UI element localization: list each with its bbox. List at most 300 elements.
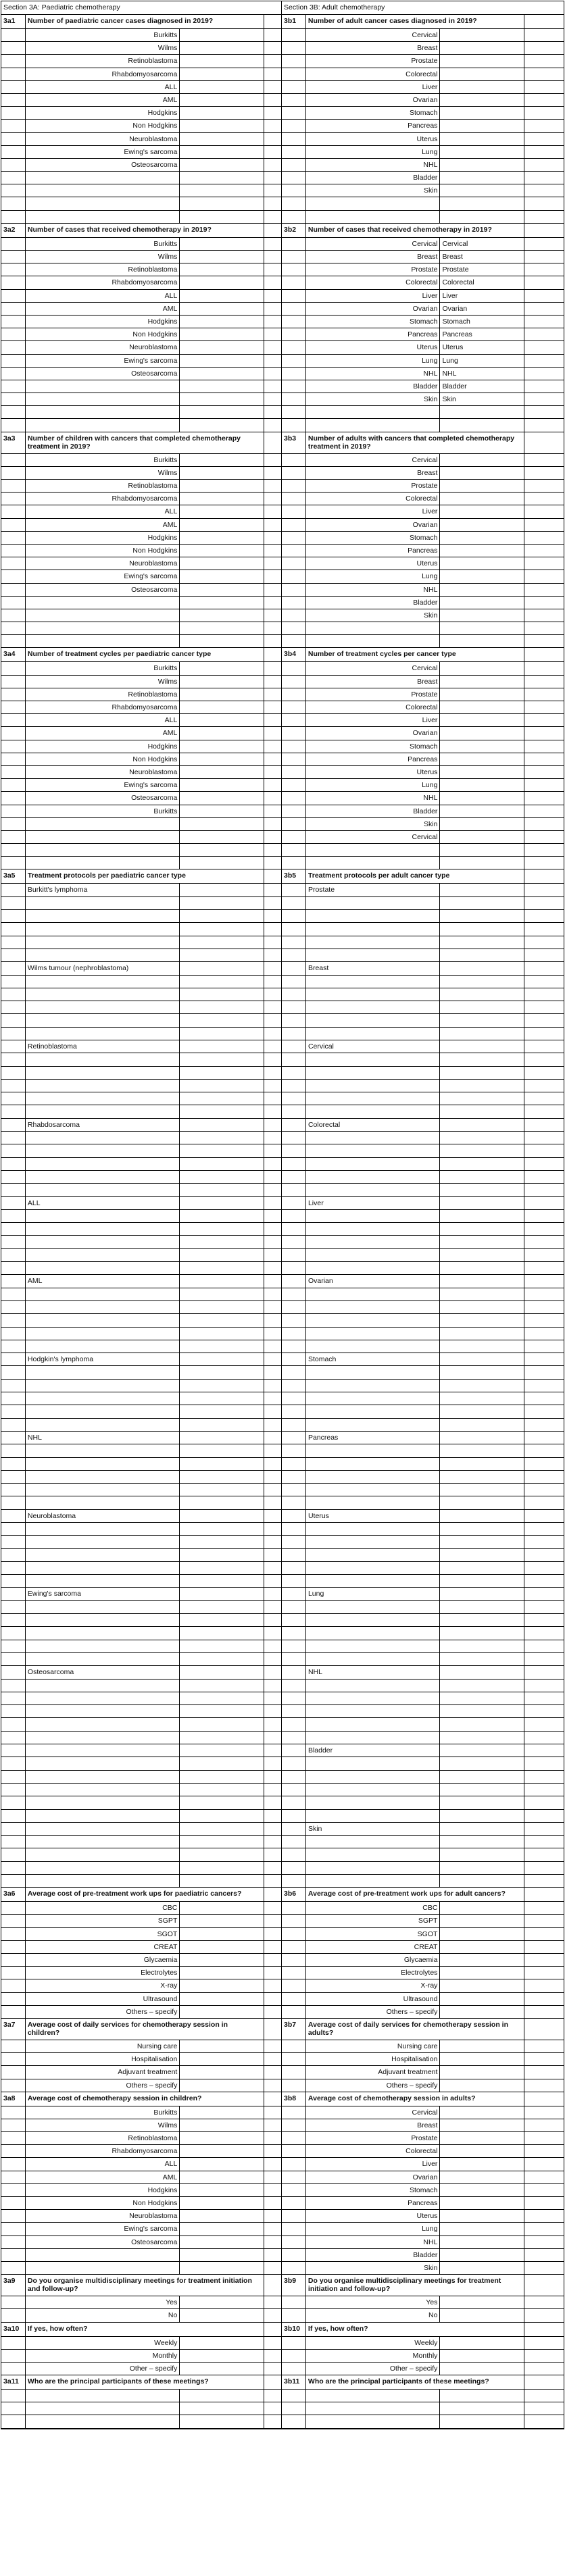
answer-cell[interactable] [180,2236,264,2248]
answer-cell[interactable]: Cervical [440,238,524,250]
answer-cell[interactable] [440,1223,524,1235]
answer-cell[interactable] [440,1262,524,1274]
answer-cell[interactable] [180,2415,264,2427]
answer-cell[interactable] [180,1014,264,1026]
answer-cell[interactable]: Lung [440,355,524,367]
answer-cell[interactable] [440,2106,524,2119]
blank-cell[interactable] [264,1941,282,1953]
answer-cell[interactable] [180,303,264,315]
blank-cell[interactable] [524,197,564,209]
answer-cell[interactable] [440,1236,524,1248]
answer-cell[interactable] [180,1614,264,1626]
blank-cell[interactable] [524,1875,564,1887]
blank-cell[interactable] [264,701,282,713]
answer-cell[interactable]: Liver [440,290,524,302]
blank-cell[interactable] [524,857,564,869]
answer-cell[interactable] [180,857,264,869]
answer-cell[interactable] [440,2402,524,2415]
blank-cell[interactable] [264,557,282,570]
answer-cell[interactable] [440,545,524,557]
answer-cell[interactable] [440,1680,524,1692]
blank-cell[interactable] [264,505,282,517]
answer-cell[interactable] [440,1484,524,1496]
blank-cell[interactable] [524,1862,564,1874]
answer-cell[interactable] [180,2402,264,2415]
answer-cell[interactable] [440,1080,524,1092]
blank-cell[interactable] [264,1848,282,1861]
answer-cell[interactable] [440,1941,524,1953]
blank-cell[interactable] [264,519,282,531]
blank-cell[interactable] [264,1301,282,1313]
answer-cell[interactable] [180,290,264,302]
blank-cell[interactable] [524,480,564,492]
answer-cell[interactable] [180,68,264,80]
blank-cell[interactable] [264,2171,282,2183]
blank-cell[interactable] [524,714,564,726]
answer-cell[interactable] [440,1928,524,1940]
blank-cell[interactable] [524,1614,564,1626]
answer-cell[interactable] [440,1848,524,1861]
blank-cell[interactable] [524,766,564,778]
blank-cell[interactable] [264,2210,282,2222]
blank-cell[interactable] [264,1888,282,1901]
answer-cell[interactable] [180,1471,264,1483]
blank-cell[interactable] [524,2350,564,2362]
blank-cell[interactable] [264,1275,282,1287]
answer-cell[interactable] [180,2337,264,2349]
blank-cell[interactable] [524,107,564,119]
answer-cell[interactable] [440,1836,524,1848]
blank-cell[interactable] [264,1014,282,1026]
answer-cell[interactable] [180,107,264,119]
answer-cell[interactable] [180,609,264,622]
blank-cell[interactable] [524,1993,564,2005]
blank-cell[interactable] [524,120,564,132]
blank-cell[interactable] [524,805,564,817]
answer-cell[interactable] [440,897,524,909]
answer-cell[interactable] [440,597,524,609]
answer-cell[interactable] [180,1744,264,1757]
blank-cell[interactable] [524,648,564,661]
blank-cell[interactable] [264,2053,282,2065]
answer-cell[interactable] [440,406,524,418]
blank-cell[interactable] [264,1627,282,1639]
blank-cell[interactable] [524,2171,564,2183]
blank-cell[interactable] [264,2197,282,2209]
blank-cell[interactable] [264,727,282,739]
blank-cell[interactable] [524,622,564,634]
blank-cell[interactable] [524,597,564,609]
answer-cell[interactable] [440,557,524,570]
answer-cell[interactable] [180,1132,264,1144]
blank-cell[interactable] [524,2119,564,2131]
blank-cell[interactable] [524,2210,564,2222]
blank-cell[interactable] [524,1040,564,1053]
answer-cell[interactable] [440,1771,524,1783]
answer-cell[interactable] [440,1119,524,1131]
blank-cell[interactable] [524,1915,564,1927]
answer-cell[interactable] [180,676,264,688]
blank-cell[interactable] [264,635,282,647]
answer-cell[interactable] [180,211,264,223]
answer-cell[interactable] [180,1967,264,1979]
blank-cell[interactable] [264,714,282,726]
blank-cell[interactable] [264,1236,282,1248]
blank-cell[interactable] [524,146,564,158]
blank-cell[interactable] [264,740,282,753]
blank-cell[interactable] [524,1536,564,1548]
answer-cell[interactable] [180,480,264,492]
answer-cell[interactable] [440,1796,524,1809]
answer-cell[interactable] [440,1902,524,1914]
blank-cell[interactable] [524,727,564,739]
answer-cell[interactable] [440,753,524,765]
answer-cell[interactable] [440,1784,524,1796]
blank-cell[interactable] [264,1105,282,1117]
blank-cell[interactable] [264,1080,282,1092]
blank-cell[interactable] [524,290,564,302]
answer-cell[interactable] [180,55,264,67]
blank-cell[interactable] [524,557,564,570]
answer-cell[interactable] [180,2350,264,2362]
answer-cell[interactable] [440,584,524,596]
answer-cell[interactable] [180,831,264,843]
blank-cell[interactable] [264,68,282,80]
blank-cell[interactable] [524,1627,564,1639]
answer-cell[interactable] [440,1353,524,1365]
answer-cell[interactable] [180,792,264,804]
answer-cell[interactable] [440,936,524,949]
answer-cell[interactable] [180,393,264,405]
answer-cell[interactable]: Breast [440,251,524,263]
blank-cell[interactable] [264,276,282,288]
blank-cell[interactable] [524,224,564,237]
answer-cell[interactable] [440,1014,524,1026]
answer-cell[interactable] [440,81,524,93]
answer-cell[interactable] [180,1653,264,1665]
blank-cell[interactable] [264,1340,282,1353]
answer-cell[interactable] [440,635,524,647]
answer-cell[interactable] [180,779,264,791]
answer-cell[interactable] [180,1301,264,1313]
answer-cell[interactable] [180,844,264,856]
answer-cell[interactable] [180,1171,264,1183]
blank-cell[interactable] [524,1288,564,1300]
blank-cell[interactable] [524,406,564,418]
blank-cell[interactable] [524,1653,564,1665]
answer-cell[interactable] [440,962,524,974]
answer-cell[interactable] [180,251,264,263]
blank-cell[interactable] [264,1810,282,1822]
blank-cell[interactable] [524,368,564,380]
blank-cell[interactable] [524,1014,564,1026]
blank-cell[interactable] [524,2145,564,2157]
answer-cell[interactable] [180,1432,264,1444]
answer-cell[interactable] [180,1314,264,1326]
answer-cell[interactable] [180,2184,264,2196]
blank-cell[interactable] [264,2106,282,2119]
answer-cell[interactable] [180,355,264,367]
answer-cell[interactable] [440,1132,524,1144]
blank-cell[interactable] [524,1392,564,1405]
answer-cell[interactable] [180,159,264,171]
blank-cell[interactable] [264,1562,282,1574]
blank-cell[interactable] [524,753,564,765]
blank-cell[interactable] [264,2390,282,2402]
answer-cell[interactable] [440,1144,524,1157]
answer-cell[interactable] [180,1366,264,1378]
answer-cell[interactable] [440,1757,524,1769]
blank-cell[interactable] [264,1249,282,1261]
blank-cell[interactable] [524,2275,564,2296]
blank-cell[interactable] [264,1588,282,1600]
blank-cell[interactable] [524,2363,564,2375]
blank-cell[interactable] [264,238,282,250]
blank-cell[interactable] [264,857,282,869]
blank-cell[interactable] [524,910,564,922]
answer-cell[interactable] [180,1993,264,2005]
blank-cell[interactable] [264,1444,282,1457]
answer-cell[interactable] [180,688,264,701]
blank-cell[interactable] [264,1836,282,1848]
blank-cell[interactable] [524,988,564,1001]
blank-cell[interactable] [264,1692,282,1704]
blank-cell[interactable] [524,1092,564,1105]
answer-cell[interactable] [180,1105,264,1117]
answer-cell[interactable] [180,368,264,380]
answer-cell[interactable] [440,1105,524,1117]
blank-cell[interactable] [524,1236,564,1248]
answer-cell[interactable] [440,1915,524,1927]
blank-cell[interactable] [264,2350,282,2362]
blank-cell[interactable] [264,884,282,896]
answer-cell[interactable] [440,133,524,145]
blank-cell[interactable] [524,1080,564,1092]
blank-cell[interactable] [264,81,282,93]
blank-cell[interactable] [264,1915,282,1927]
answer-cell[interactable] [180,94,264,106]
answer-cell[interactable] [440,2363,524,2375]
answer-cell[interactable] [440,211,524,223]
blank-cell[interactable] [264,290,282,302]
answer-cell[interactable] [440,2210,524,2222]
answer-cell[interactable] [440,844,524,856]
blank-cell[interactable] [264,211,282,223]
answer-cell[interactable] [180,184,264,197]
answer-cell[interactable] [440,2337,524,2349]
blank-cell[interactable] [264,42,282,54]
blank-cell[interactable] [264,1067,282,1079]
blank-cell[interactable] [524,2262,564,2274]
answer-cell[interactable] [180,1067,264,1079]
blank-cell[interactable] [264,1392,282,1405]
blank-cell[interactable] [524,2066,564,2078]
blank-cell[interactable] [264,532,282,544]
answer-cell[interactable] [180,923,264,935]
blank-cell[interactable] [264,184,282,197]
answer-cell[interactable] [440,2079,524,2092]
answer-cell[interactable] [440,701,524,713]
blank-cell[interactable] [264,1954,282,1966]
blank-cell[interactable] [524,1601,564,1613]
answer-cell[interactable] [180,29,264,41]
blank-cell[interactable] [264,2375,282,2389]
blank-cell[interactable] [264,976,282,988]
blank-cell[interactable] [524,2053,564,2065]
answer-cell[interactable] [180,1848,264,1861]
answer-cell[interactable] [440,976,524,988]
blank-cell[interactable] [264,805,282,817]
answer-cell[interactable] [440,1028,524,1040]
answer-cell[interactable] [180,2132,264,2144]
answer-cell[interactable] [440,519,524,531]
answer-cell[interactable] [180,1249,264,1261]
answer-cell[interactable] [440,1092,524,1105]
answer-cell[interactable] [180,532,264,544]
answer-cell[interactable] [440,68,524,80]
answer-cell[interactable] [440,42,524,54]
blank-cell[interactable] [524,1001,564,1013]
answer-cell[interactable] [180,1053,264,1065]
blank-cell[interactable] [524,1067,564,1079]
blank-cell[interactable] [524,2337,564,2349]
blank-cell[interactable] [524,1902,564,1914]
answer-cell[interactable] [180,1444,264,1457]
blank-cell[interactable] [264,622,282,634]
answer-cell[interactable] [440,2066,524,2078]
blank-cell[interactable] [264,1705,282,1717]
blank-cell[interactable] [264,2296,282,2308]
blank-cell[interactable] [264,107,282,119]
answer-cell[interactable]: Stomach [440,315,524,328]
blank-cell[interactable] [524,1757,564,1769]
blank-cell[interactable] [264,1366,282,1378]
blank-cell[interactable] [524,2223,564,2235]
answer-cell[interactable] [440,766,524,778]
answer-cell[interactable] [440,480,524,492]
blank-cell[interactable] [264,897,282,909]
answer-cell[interactable] [180,740,264,753]
blank-cell[interactable] [524,1575,564,1587]
answer-cell[interactable] [180,1575,264,1587]
answer-cell[interactable] [180,714,264,726]
answer-cell[interactable] [180,380,264,393]
blank-cell[interactable] [524,15,564,28]
blank-cell[interactable] [524,1171,564,1183]
answer-cell[interactable] [440,1249,524,1261]
answer-cell[interactable] [180,597,264,609]
answer-cell[interactable] [440,1523,524,1535]
blank-cell[interactable] [524,184,564,197]
blank-cell[interactable] [524,263,564,276]
answer-cell[interactable] [180,1627,264,1639]
blank-cell[interactable] [524,1432,564,1444]
blank-cell[interactable] [524,1810,564,1822]
blank-cell[interactable] [524,1562,564,1574]
answer-cell[interactable] [440,1380,524,1392]
blank-cell[interactable] [264,15,282,28]
answer-cell[interactable] [440,2262,524,2274]
answer-cell[interactable] [180,1458,264,1470]
answer-cell[interactable] [440,1197,524,1209]
blank-cell[interactable] [264,2309,282,2321]
blank-cell[interactable] [524,380,564,393]
answer-cell[interactable] [440,2145,524,2157]
blank-cell[interactable] [264,263,282,276]
blank-cell[interactable] [264,792,282,804]
blank-cell[interactable] [264,1040,282,1053]
answer-cell[interactable] [440,172,524,184]
blank-cell[interactable] [264,1432,282,1444]
answer-cell[interactable] [180,1236,264,1248]
blank-cell[interactable] [264,380,282,393]
answer-cell[interactable] [440,1614,524,1626]
answer-cell[interactable] [440,419,524,431]
blank-cell[interactable] [264,753,282,765]
blank-cell[interactable] [264,1680,282,1692]
blank-cell[interactable] [524,1928,564,1940]
answer-cell[interactable] [180,1197,264,1209]
blank-cell[interactable] [524,662,564,674]
answer-cell[interactable] [440,1158,524,1170]
answer-cell[interactable] [180,1875,264,1887]
blank-cell[interactable] [264,1053,282,1065]
blank-cell[interactable] [264,869,282,883]
blank-cell[interactable] [524,976,564,988]
blank-cell[interactable] [264,1862,282,1874]
blank-cell[interactable] [524,1705,564,1717]
answer-cell[interactable] [180,1328,264,1340]
blank-cell[interactable] [524,635,564,647]
blank-cell[interactable] [524,419,564,431]
answer-cell[interactable] [440,2309,524,2321]
answer-cell[interactable] [180,172,264,184]
blank-cell[interactable] [264,454,282,466]
blank-cell[interactable] [264,120,282,132]
answer-cell[interactable] [440,1275,524,1287]
blank-cell[interactable] [264,197,282,209]
answer-cell[interactable] [440,1496,524,1509]
answer-cell[interactable] [180,1510,264,1522]
answer-cell[interactable] [440,2197,524,2209]
blank-cell[interactable] [264,1666,282,1678]
blank-cell[interactable] [264,818,282,830]
answer-cell[interactable] [440,1536,524,1548]
answer-cell[interactable] [180,2223,264,2235]
blank-cell[interactable] [524,1796,564,1809]
answer-cell[interactable] [440,2158,524,2170]
blank-cell[interactable] [264,1718,282,1730]
blank-cell[interactable] [524,2079,564,2092]
answer-cell[interactable] [180,406,264,418]
answer-cell[interactable] [440,1562,524,1574]
answer-cell[interactable] [180,1810,264,1822]
answer-cell[interactable] [180,1184,264,1196]
blank-cell[interactable] [264,923,282,935]
answer-cell[interactable] [180,146,264,158]
answer-cell[interactable] [440,1405,524,1417]
answer-cell[interactable] [180,315,264,328]
blank-cell[interactable] [524,1158,564,1170]
answer-cell[interactable] [180,1340,264,1353]
blank-cell[interactable] [264,844,282,856]
answer-cell[interactable] [180,1823,264,1835]
blank-cell[interactable] [264,2006,282,2018]
answer-cell[interactable] [180,467,264,479]
blank-cell[interactable] [524,1184,564,1196]
answer-cell[interactable] [440,2350,524,2362]
answer-cell[interactable] [180,1405,264,1417]
